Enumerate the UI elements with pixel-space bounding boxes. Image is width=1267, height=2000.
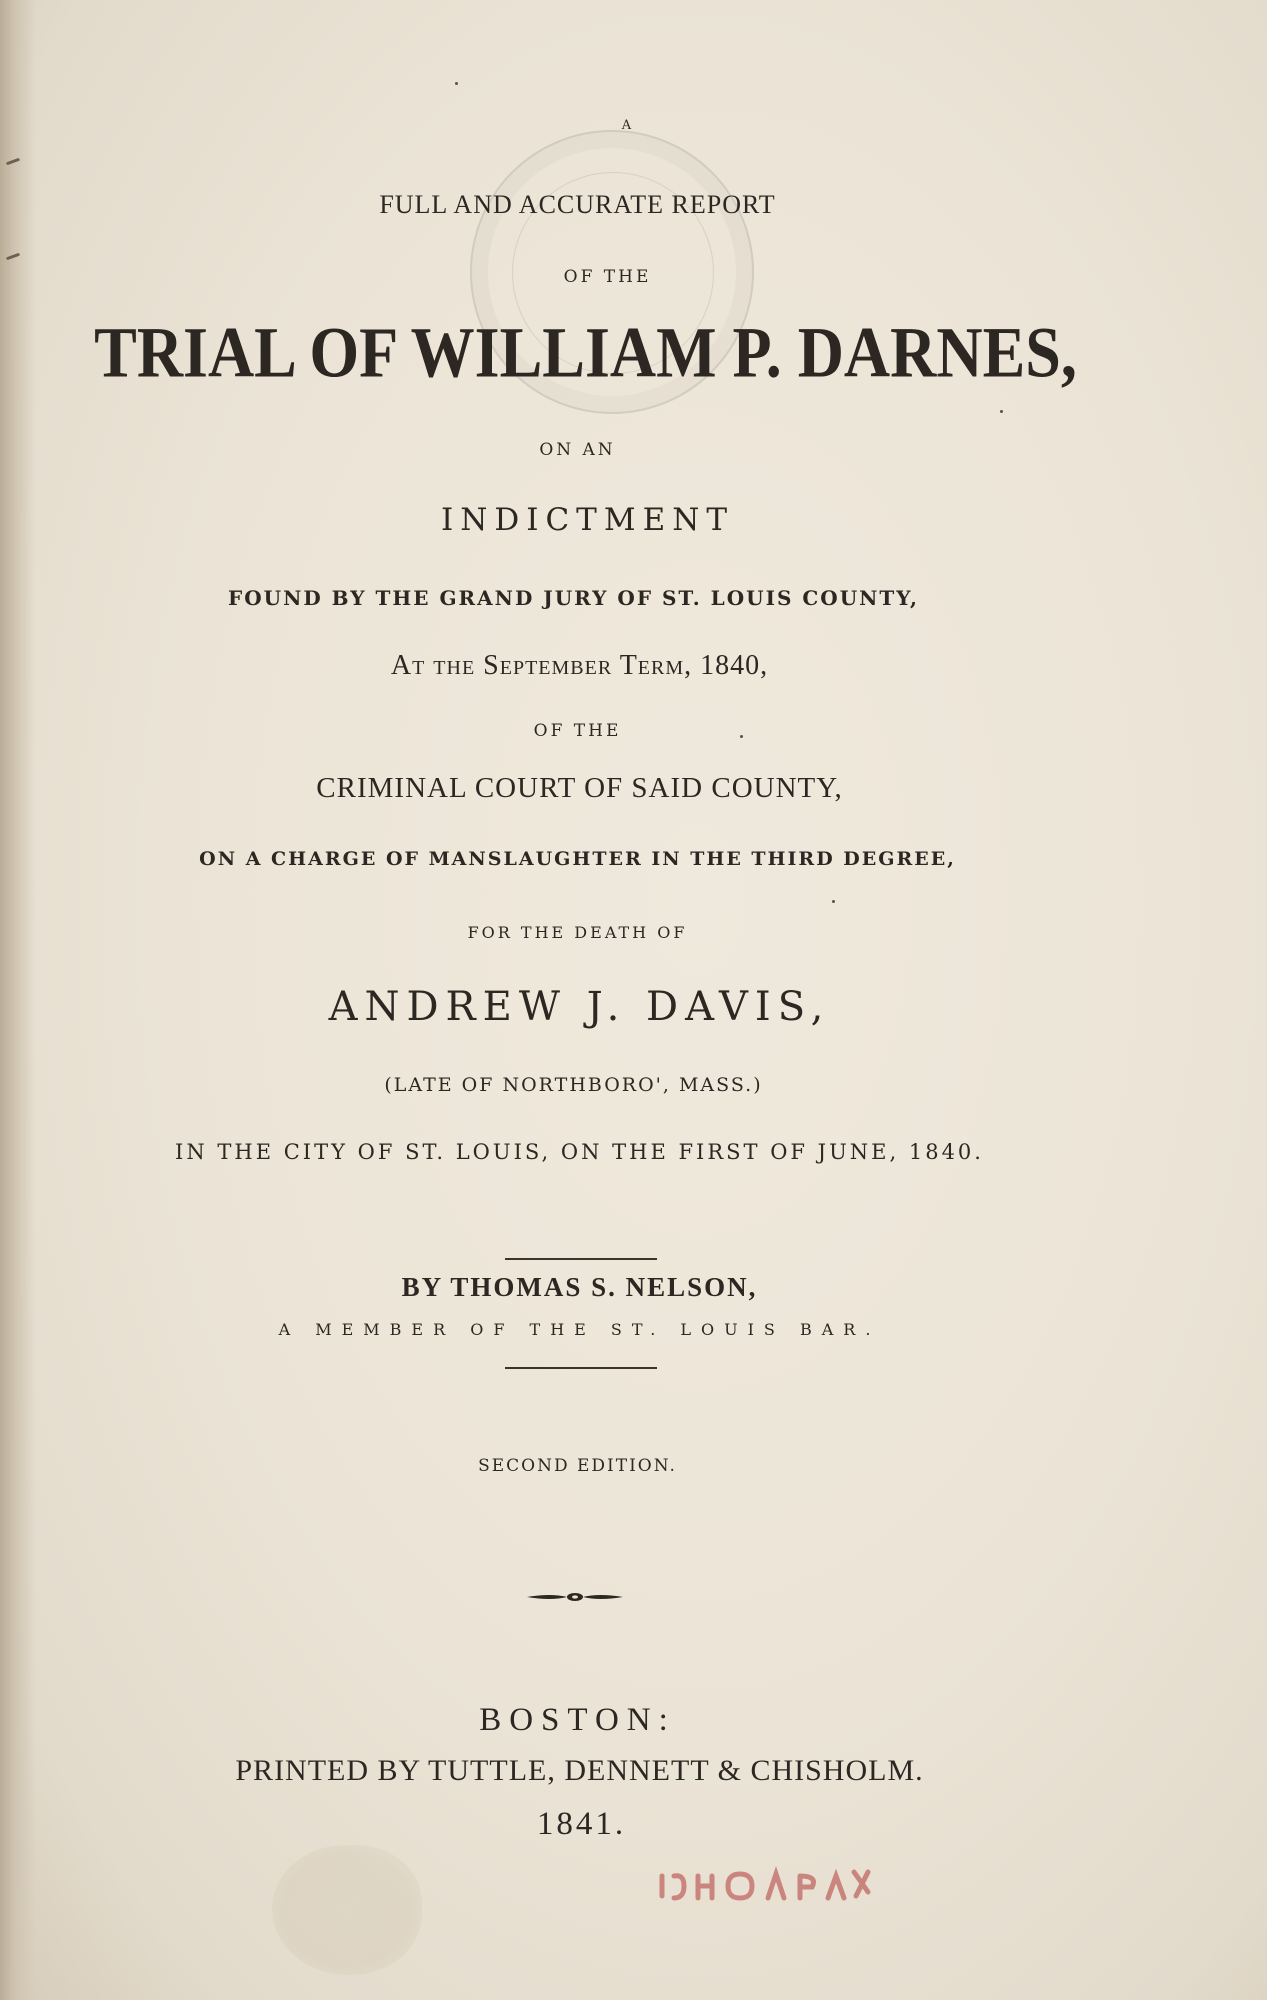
title-line-charge: ON A CHARGE OF MANSLAUGHTER IN THE THIRD DEGREE, bbox=[199, 848, 956, 870]
title-line-full-report: FULL AND ACCURATE REPORT bbox=[379, 190, 776, 219]
ornament-divider-icon bbox=[527, 1590, 623, 1604]
imprint-printer: PRINTED BY TUTTLE, DENNETT & CHISHOLM. bbox=[235, 1754, 924, 1787]
water-stain bbox=[272, 1845, 422, 1975]
rule-below-author bbox=[505, 1367, 657, 1369]
imprint-year: 1841. bbox=[536, 1806, 627, 1842]
speck bbox=[1000, 410, 1003, 413]
title-line-found-by: FOUND BY THE GRAND JURY OF ST. LOUIS COUNTY, bbox=[228, 586, 919, 610]
imprint-city: BOSTON: bbox=[479, 1702, 676, 1738]
speck bbox=[455, 82, 458, 85]
title-line-indictment: INDICTMENT bbox=[440, 502, 735, 538]
title-line-late-of: (LATE OF NORTHBORO', MASS.) bbox=[384, 1074, 763, 1096]
main-title-trial: TRIAL OF WILLIAM P. DARNES, bbox=[94, 312, 1077, 393]
red-ink-stamp bbox=[652, 1862, 880, 1910]
title-line-criminal-court: CRIMINAL COURT OF SAID COUNTY, bbox=[316, 772, 843, 804]
title-line-in-the-city: IN THE CITY OF ST. LOUIS, ON THE FIRST OF JUNE, 1840. bbox=[175, 1140, 984, 1164]
rule-above-author bbox=[505, 1258, 657, 1260]
title-line-september-term: At the September Term, 1840, bbox=[390, 650, 769, 681]
speck bbox=[832, 900, 835, 903]
title-line-of-the-2: OF THE bbox=[533, 721, 622, 741]
edition-label: SECOND EDITION. bbox=[478, 1456, 677, 1476]
title-line-of-the: OF THE bbox=[563, 267, 652, 287]
title-line-a: A bbox=[621, 118, 634, 133]
title-line-on-an: ON AN bbox=[539, 440, 616, 460]
title-line-for-the-death: FOR THE DEATH OF bbox=[467, 923, 688, 942]
title-line-andrew-davis: ANDREW J. DAVIS, bbox=[328, 984, 831, 1030]
speck bbox=[740, 735, 743, 738]
author-byline: BY THOMAS S. NELSON, bbox=[401, 1272, 758, 1302]
author-affiliation: A MEMBER OF THE ST. LOUIS BAR. bbox=[278, 1320, 881, 1339]
